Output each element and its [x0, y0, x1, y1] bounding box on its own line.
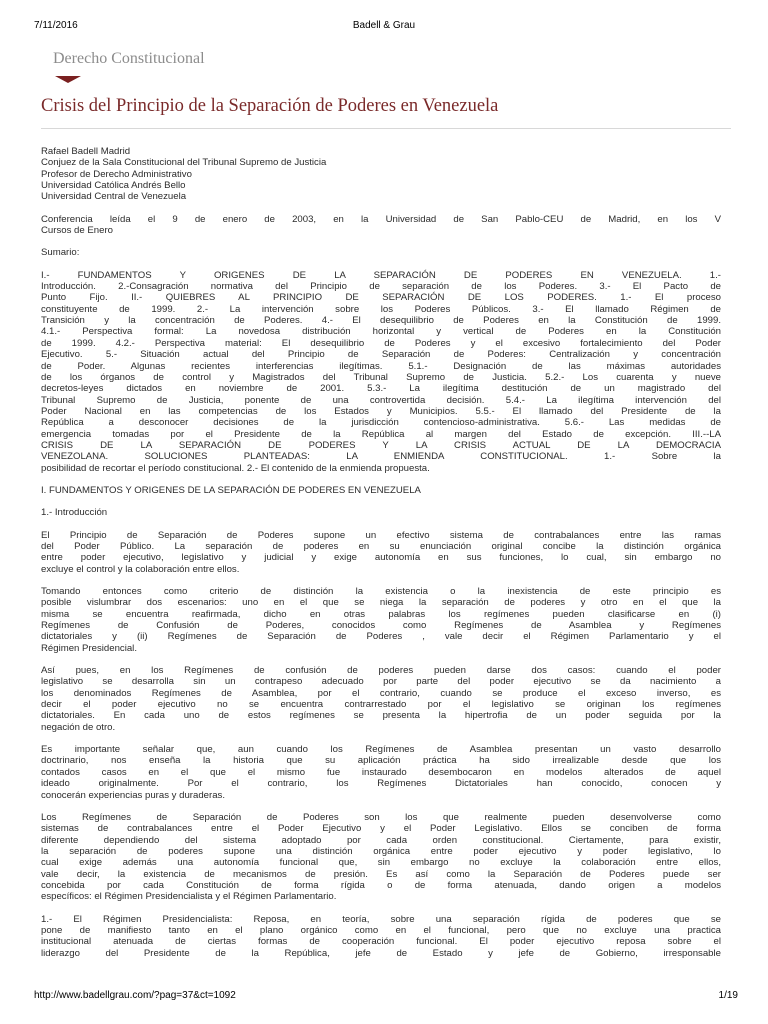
category-triangle-icon	[55, 76, 81, 83]
author-line: Conjuez de la Sala Constitucional del Tribunal Supremo de Justicia	[41, 157, 327, 169]
text-line: Punto Fijo. II.- QUIEBRES AL PRINCIPIO DE SEPARACIÓN DE LOS PODERES. 1.- El proceso	[41, 292, 721, 304]
text-line: constituyente de 1999. 2.- La intervención sobre los Poderes Públicos. 3.- El llamado Régimen de	[41, 303, 721, 315]
title-divider	[41, 128, 731, 129]
text-line: conocerán experiencias puras y duraderas.	[41, 789, 225, 801]
text-line: Régimen Presidencial.	[41, 642, 137, 654]
text-line: los denominados Regímenes de Asamblea, por el contrario, cuando se produce el exceso inverso, es	[41, 687, 721, 699]
text-line: Los Regímenes de Separación de Poderes son los que realmente pueden desenvolverse como	[41, 811, 721, 823]
text-line: Introducción. 2.-Consagración normativa del Principio de separación de los Poderes. 3.- El Pacto de	[41, 281, 721, 293]
conference-note	[41, 214, 721, 237]
print-site-title: Badell & Grau	[352, 20, 416, 31]
text-line: pone de manifiesto tanto en el plano orgánico como en el funcional, pero que no excluye una practica	[41, 924, 721, 936]
section-heading: I. FUNDAMENTOS Y ORIGENES DE LA SEPARACIÓN DE PODERES EN VENEZUELA	[41, 484, 421, 496]
author-line: Rafael Badell Madrid	[41, 146, 131, 157]
text-line: Tomando entonces como criterio de distinción la existencia o la inexistencia de este principio es	[41, 586, 721, 597]
text-line: dictatoriales y (ii) Regímenes de Separación de Poderes , vale decir el Régimen Parlamentario y el	[41, 631, 721, 643]
text-line: entre poder ejecutivo, legislativo y judicial y exige autonomía en sus funciones, lo cual, sin embargo no	[41, 552, 721, 564]
subsection-heading: 1.- Introducción	[41, 507, 108, 519]
page-number: 1/19	[718, 990, 738, 1001]
print-url[interactable]: http://www.badellgrau.com/?pag=37&ct=1092	[34, 990, 236, 1001]
text-line: institucional atenuada de ciertas formas de cooperación funcional. El poder ejecutivo reposa sobre el	[41, 936, 721, 948]
print-header	[0, 0, 768, 36]
body-paragraph	[41, 812, 721, 903]
summary-label: Sumario:	[41, 247, 80, 259]
author-line: Universidad Central de Venezuela	[41, 191, 187, 203]
text-line: VENEZOLANA. SOLUCIONES PLANTEADAS: LA ENMIENDA CONSTITUCIONAL. 1.- Sobre la	[41, 451, 721, 463]
text-line: El Principio de Separación de Poderes supone un efectivo sistema de contrabalances entre las ramas	[41, 529, 721, 541]
text-line: posible vislumbrar dos escenarios: uno en el que se niega la separación de poderes y otro en el que la	[41, 597, 721, 609]
text-line: posibilidad de recortar el período constitucional. 2.- El contenido de la enmienda propuesta.	[41, 462, 430, 474]
body-paragraph	[41, 530, 721, 575]
body-paragraphs	[41, 530, 721, 959]
author-line: Universidad Católica Andrés Bello	[41, 180, 186, 192]
text-line: 4.1.- Perspectiva formal: La novedosa distribución horizontal y vertical de Poderes en la Constitución	[41, 326, 721, 338]
text-line: ideado originalmente. Por el contrario, los Regímenes Dictatoriales han conocido, conocen y	[41, 778, 721, 790]
author-line: Profesor de Derecho Administrativo	[41, 168, 192, 180]
text-line: específicos: el Régimen Presidencialista y el Régimen Parlamentario.	[41, 891, 337, 903]
text-line: decretos-leyes dictados en noviembre de 2001. 5.3.- La ilegítima destitución de un magistrado del	[41, 383, 721, 395]
text-line: CRISIS DE LA SEPARACIÓN DE PODERES Y LA CRISIS ACTUAL DE LA DEMOCRACIA	[41, 439, 721, 451]
body-paragraph	[41, 586, 721, 654]
text-line: legislativo se desarrolla sin un contrapeso adecuado por parte del poder ejecutivo se da nacimiento a	[41, 676, 721, 688]
text-line: diferente dependiendo del sistema adoptado por cada orden constitucional. Ciertamente, para existir,	[41, 834, 721, 846]
text-line: negación de otro.	[41, 721, 116, 733]
text-line: liderazgo del Presidente de la República, jefe de Estado y jefe de Gobierno, irresponsable	[41, 947, 721, 959]
text-line: concebida por cada Constitución de forma rígida o de forma atenuada, dando origen a modelos	[41, 879, 721, 891]
text-line: de Poder. Algunas recientes interferencias ilegítimas. 5.1.- Designación de las máximas autoridades	[41, 360, 721, 372]
text-line: Conferencia leída el 9 de enero de 2003, en la Universidad de San Pablo-CEU de Madrid, en los V	[41, 213, 721, 225]
text-line: Es importante señalar que, aun cuando los Regímenes de Asamblea presentan un vasto desarrollo	[41, 744, 721, 756]
text-line: I.- FUNDAMENTOS Y ORIGENES DE LA SEPARACIÓN DE PODERES EN VENEZUELA. 1.-	[41, 269, 721, 281]
text-line: Así pues, en los Regímenes de confusión de poderes pueden darse dos casos: cuando el poder	[41, 665, 721, 677]
text-line: República a desconocer decisiones de la jurisdicción contencioso-administrativa. 5.6.- Las medidas de	[41, 417, 721, 429]
text-line: Transición y la concentración de Poderes. 4.- El desequilibrio de Poderes en la Constitución de 1999.	[41, 315, 721, 327]
text-line: 1.- El Régimen Presidencialista: Reposa, en teoría, sobre una separación rígida de poderes que se	[41, 913, 721, 925]
text-line: doctrinario, nos enseña la historia que su aplicación práctica ha sido irrealizable desde que los	[41, 755, 721, 767]
body-paragraph	[41, 914, 721, 959]
text-line: dictatoriales. En cada uno de estos regímenes se presenta la hipertrofia de un poder seguida por la	[41, 710, 721, 722]
category-label[interactable]: Derecho Constitucional	[53, 50, 205, 67]
text-line: de 1999. 4.2.- Perspectiva material: El desequilibrio de Poderes y el excesivo fortalecimiento del Poder	[41, 337, 721, 349]
text-line: Tribunal Supremo de Justicia, ponente de una controvertida decisión. 5.4.- La ilegítima intervención del	[41, 394, 721, 406]
text-line: de los órganos de control y Magistrados del Tribunal Supremo de Justicia. 5.2.- Los cuarenta y nueve	[41, 371, 721, 383]
body-paragraph	[41, 744, 721, 801]
print-date: 7/11/2016	[34, 20, 78, 31]
text-line: del Poder Público. La separación de poderes en su enunciación original concibe la distinción orgánica	[41, 540, 721, 552]
article-body	[41, 146, 721, 970]
text-line: sistemas de contrabalances entre el Poder Ejecutivo y el Poder Legislativo. Ellos se conciben de forma	[41, 823, 721, 835]
summary-text	[41, 270, 721, 474]
text-line: excluye el control y la colaboración entre ellos.	[41, 563, 240, 575]
text-line: cual exige además una autonomía funcional que, sin embargo no excluye la colaboración entre ellos,	[41, 857, 721, 869]
text-line: contados casos en el que el mismo fue instaurado desembocaron en modelos alterados de aquel	[41, 766, 721, 778]
article-title: Crisis del Principio de la Separación de Poderes en Venezuela	[41, 96, 499, 116]
text-line: Poder Nacional en las competencias de los Estados y Municipios. 5.5.- El llamado del Presidente de la	[41, 405, 721, 417]
text-line: Regímenes de Confusión de Poderes, conocidos como Regímenes de Asamblea y Regímenes	[41, 620, 721, 632]
text-line: misma se encuentra reafirmada, dicho en otras palabras los regímenes pueden clasificarse en (i)	[41, 608, 721, 620]
text-line: emergencia tomadas por el Presidente de la República al margen del Estado de excepción. III.--LA	[41, 428, 721, 440]
text-line: Cursos de Enero	[41, 225, 113, 237]
text-line: vale decir, la existencia de mecanismos de presión. Es así como la Separación de Poderes puede ser	[41, 868, 721, 880]
text-line: la separación de poderes supone una distinción orgánica entre poder ejecutivo y poder legislativo, lo	[41, 845, 721, 857]
text-line: decir el poder ejecutivo no se encuentra contrarrestado por el legislativo se originan los regímenes	[41, 699, 721, 711]
body-paragraph	[41, 665, 721, 733]
author-block	[41, 146, 721, 203]
text-line: Ejecutivo. 5.- Situación actual del Principio de Separación de Poderes: Centralización y concentración	[41, 349, 721, 361]
